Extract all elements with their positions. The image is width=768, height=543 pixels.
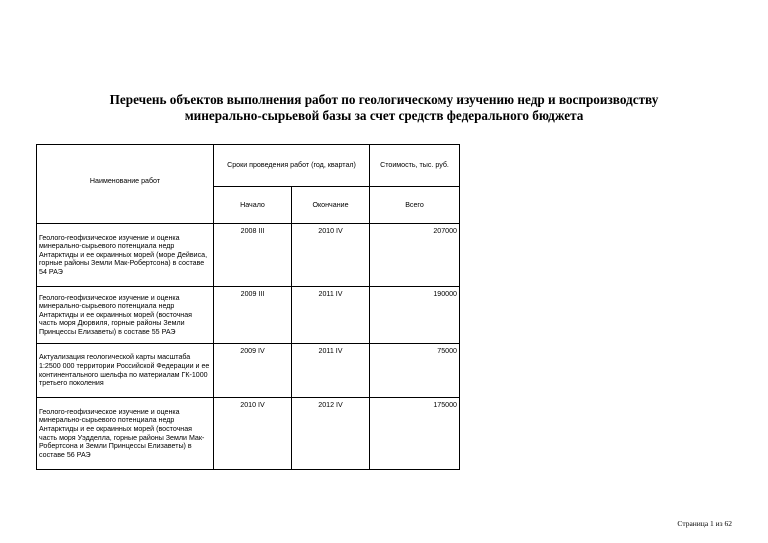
work-end: 2012 IV [292, 398, 370, 470]
table-row [37, 398, 460, 470]
work-end: 2011 IV [292, 344, 370, 398]
work-end: 2011 IV [292, 287, 370, 344]
work-end: 2010 IV [292, 224, 370, 287]
title-line-2: минерально-сырьевой базы за счет средств федерального бюджета [184, 108, 584, 123]
work-total: 190000 [370, 287, 460, 344]
header-total: Всего [370, 187, 460, 224]
work-total: 207000 [370, 224, 460, 287]
header-name-cell [37, 145, 214, 224]
header-start: Начало [214, 187, 292, 224]
work-start: 2009 IV [214, 344, 292, 398]
title-line-1: Перечень объектов выполнения работ по геологическому изучению недр и воспроизводству [109, 92, 659, 107]
header-row-top [37, 145, 460, 187]
document-title [60, 92, 708, 124]
works-table [36, 144, 460, 470]
table-row [37, 224, 460, 287]
header-end: Окончание [292, 187, 370, 224]
work-total: 75000 [370, 344, 460, 398]
work-start: 2009 III [214, 287, 292, 344]
table-row [37, 344, 460, 398]
page-number: Страница 1 из 62 [677, 519, 732, 528]
work-name: Геолого-геофизическое изучение и оценка минерально-сырьевого потенциала недр Антарктиды и ее окраинных морей (восточная часть моря Дюрвиля, горные районы Земли Принцессы Елизаветы) в составе 55 РАЭ [37, 287, 214, 344]
work-start: 2010 IV [214, 398, 292, 470]
work-total: 175000 [370, 398, 460, 470]
header-period: Сроки проведения работ (год, квартал) [214, 145, 370, 187]
work-name: Геолого-геофизическое изучение и оценка минерально-сырьевого потенциала недр Антарктиды и ее окраинных морей (восточная часть моря Уэдделла, горные районы Земли Мак-Робертсона и Земли Принцессы Елизаветы) в составе 56 РАЭ [37, 398, 214, 470]
work-name: Геолого-геофизическое изучение и оценка минерально-сырьевого потенциала недр Антарктиды и ее окраинных морей (море Дейвиса, горные районы Земли Мак-Робертсона) в составе 54 РАЭ [37, 224, 214, 287]
table-row [37, 287, 460, 344]
header-cost: Стоимость, тыс. руб. [370, 145, 460, 187]
header-name: Наименование работ [89, 176, 161, 185]
work-name: Актуализация геологической карты масштаба 1:2500 000 территории Российской Федерации и ее континентального шельфа по материалам ГК-1000 третьего поколения [37, 344, 214, 398]
work-start: 2008 III [214, 224, 292, 287]
